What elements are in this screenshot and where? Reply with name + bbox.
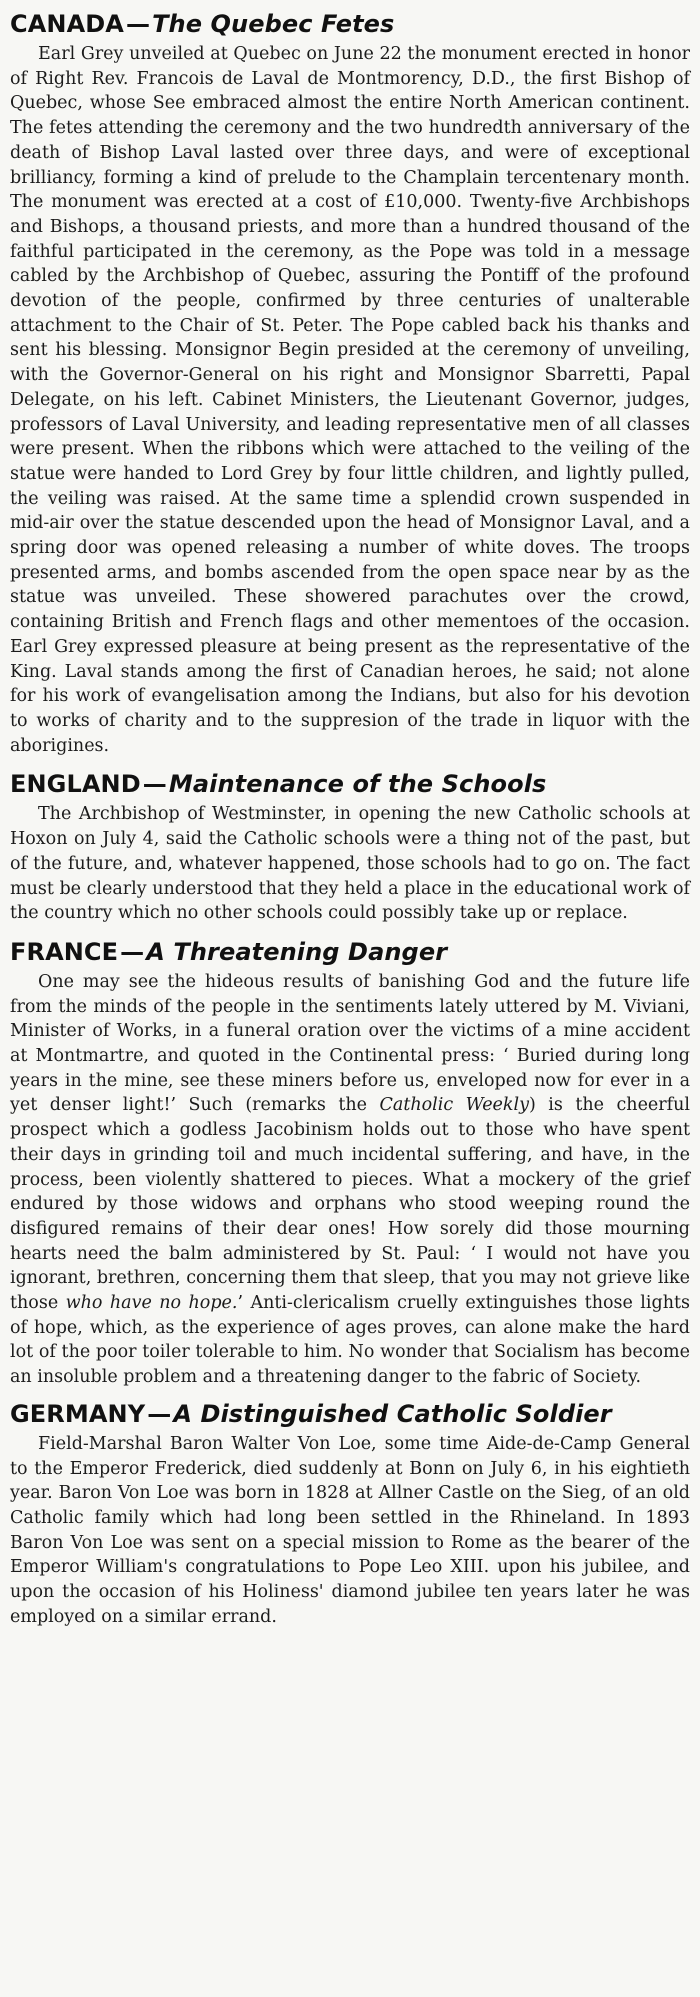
section-country: FRANCE: [10, 937, 119, 966]
section-country: ENGLAND: [10, 770, 141, 799]
section-canada: [10, 10, 690, 758]
heading-dash: —: [120, 937, 145, 966]
section-england: [10, 770, 690, 926]
heading-dash: —: [125, 10, 151, 38]
italic-text: who have no hope.: [65, 1293, 238, 1314]
section-heading-germany: [10, 1400, 690, 1428]
section-germany: [10, 1400, 690, 1630]
body-text: ’ Anti-clericalism cruelly extinguishes those lights of hope, which, as the experience of ages proves, can alone make the hard lot of the poor toiler tolerable to him. No wonder that Socialism has become an insoluble problem and a threatening danger to the fabric of Society.: [10, 1293, 690, 1388]
section-title: A Threatening Danger: [146, 937, 448, 966]
section-heading-france: [10, 938, 690, 966]
section-heading-canada: [10, 10, 690, 38]
section-body-canada: Earl Grey unveiled at Quebec on June 22 the monument erected in honor of Right Rev. Francois de Laval de Montmorency, D.D., the first Bishop of Quebec, whose See embraced almost the entire North American continent. The fetes attending the ceremony and the two hundredth anniversary of the death of Bishop Laval lasted over three days, and were of exceptional brilliancy, forming a kind of prelude to the Champlain tercentenary month. The monument was erected at a cost of £10,000. Twenty-five Archbishops and Bishops, a thousand priests, and more than a hundred thousand of the faithful participated in the ceremony, as the Pope was told in a message cabled by the Archbishop of Quebec, assuring the Pontiff of the profound devotion of the people, confirmed by three centuries of unalterable attachment to the Chair of St. Peter. The Pope cabled back his thanks and sent his blessing. Monsignor Begin presided at the ceremony of unveiling, with the Governor-General on his right and Monsignor Sbarretti, Papal Delegate, on his left. Cabinet Ministers, the Lieutenant Governor, judges, professors of Laval University, and leading representative men of all classes were present. When the ribbons which were attached to the veiling of the statue were handed to Lord Grey by four little children, and lightly pulled, the veiling was raised. At the same time a splendid crown suspended in mid-air over the statue descended upon the head of Monsignor Laval, and a spring door was opened releasing a number of white doves. The troops presented arms, and bombs ascended from the open space near by as the statue was unveiled. These showered parachutes over the crowd, containing British and French flags and other mementoes of the occasion. Earl Grey expressed pleasure at being present as the representative of the King. Laval stands among the first of Canadian heroes, he said; not alone for his work of evangelisation among the Indians, but also for his devotion to works of charity and to the suppresion of the trade in liquor with the aborigines.: [10, 44, 690, 756]
section-body-germany: Field-Marshal Baron Walter Von Loe, some time Aide-de-Camp General to the Emperor Frederick, died suddenly at Bonn on July 6, in his eightieth year. Baron Von Loe was born in 1828 at Allner Castle on the Sieg, of an old Catholic family which had long been settled in the Rhineland. In 1893 Baron Von Loe was sent on a special mission to Rome as the bearer of the Emperor William's congratulations to Pope Leo XIII. upon his jubilee, and upon the occasion of his Holiness' diamond jubilee ten years later he was employed on a similar errand.: [10, 1433, 690, 1627]
section-france: [10, 938, 690, 1390]
section-country: CANADA: [10, 10, 124, 38]
section-country: GERMANY: [10, 1399, 146, 1428]
section-heading-england: [10, 770, 690, 798]
section-body-france: [10, 970, 690, 1390]
heading-dash: —: [147, 1399, 172, 1428]
heading-dash: —: [142, 770, 167, 799]
body-text: One may see the hideous results of banishing God and the future life from the minds of the people in the sentiments lately uttered by M. Viviani, Minister of Works, in a funeral oration over the victims of a mine accident at Montmartre, and quoted in the Continental press: ‘ Buried during long years in the mine, see these miners before us, enveloped now for ever in a yet denser light!’ Such (remarks the: [10, 971, 690, 1116]
italic-text: Catholic Weekly: [379, 1095, 529, 1116]
section-title: A Distinguished Catholic Soldier: [173, 1399, 612, 1428]
section-title: Maintenance of the Schools: [168, 770, 547, 799]
section-body-england: The Archbishop of Westminster, in opening the new Catholic schools at Hoxon on July 4, said the Catholic schools were a thing not of the past, but of the future, and, whatever happened, those schools had to go on. The fact must be clearly understood that they held a place in the educational work of the country which no other schools could possibly take up or replace.: [10, 804, 690, 924]
body-text: ) is the cheerful prospect which a godless Jacobinism holds out to those who have spent their days in grinding toil and much incidental suffering, and have, in the process, been violently shattered to pieces. What a mockery of the grief endured by those widows and orphans who stood weeping round the disfigured remains of their dear ones! How sorely did those mourning hearts need the balm administered by St. Paul: ‘ I would not have you ignorant, brethren, concerning them that sleep, that you may not grieve like those: [10, 1095, 690, 1314]
section-title: The Quebec Fetes: [152, 10, 395, 38]
